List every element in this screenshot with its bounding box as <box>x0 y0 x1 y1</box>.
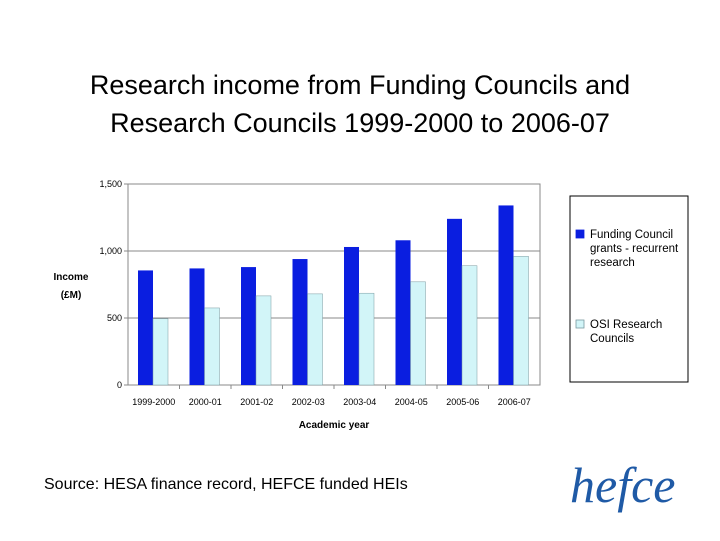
y-tick-label: 0 <box>116 380 122 390</box>
legend-label: grants - recurrent <box>590 243 679 255</box>
x-tick-label: 2004-05 <box>394 397 428 407</box>
hefce-logo <box>568 440 688 536</box>
bar-funding-council <box>138 270 153 385</box>
y-tick-label: 1,000 <box>99 246 122 256</box>
bar-funding-council <box>293 259 308 385</box>
bar-osi-research-councils <box>256 296 271 385</box>
bar-funding-council <box>447 219 462 385</box>
x-tick-label: 2005-06 <box>446 397 480 407</box>
legend-label: Councils <box>590 333 635 345</box>
bar-osi-research-councils <box>411 282 426 385</box>
legend-box <box>570 196 688 382</box>
bar-osi-research-councils <box>153 319 168 385</box>
x-tick-label: 2001-02 <box>240 397 274 407</box>
bar-osi-research-councils <box>359 293 374 385</box>
bar-funding-council <box>396 240 411 385</box>
x-tick-label: 2006-07 <box>497 397 531 407</box>
bar-osi-research-councils <box>514 256 529 385</box>
legend-swatch-funding <box>576 230 584 238</box>
x-tick-label: 2000-01 <box>188 397 222 407</box>
source-note: Source: HESA finance record, HEFCE funded HEIs <box>44 476 408 493</box>
bar-funding-council <box>190 268 205 385</box>
bar-funding-council <box>499 205 514 385</box>
legend-label: research <box>590 257 635 269</box>
x-tick-label: 1999-2000 <box>132 397 176 407</box>
bar-osi-research-councils <box>205 308 220 385</box>
bar-funding-council <box>241 267 256 385</box>
slide-title-line-2: Research Councils 1999-2000 to 2006-07 <box>110 108 610 138</box>
bar-funding-council <box>344 247 359 385</box>
legend-label: Funding Council <box>590 229 674 241</box>
y-tick-label: 1,500 <box>99 179 122 189</box>
slide-title-line-1: Research income from Funding Councils and <box>89 70 631 100</box>
legend-label: OSI Research <box>590 319 663 331</box>
bar-osi-research-councils <box>462 266 477 385</box>
legend-swatch-osi <box>576 320 584 328</box>
x-axis-label: Academic year <box>298 420 370 431</box>
bar-osi-research-councils <box>308 294 323 385</box>
y-axis-label-line-1: Income <box>53 272 89 283</box>
svg-text:hefce: hefce <box>570 457 676 513</box>
y-axis-label-line-2: (£M) <box>60 290 82 301</box>
x-tick-label: 2003-04 <box>343 397 377 407</box>
y-tick-label: 500 <box>106 313 122 323</box>
x-tick-label: 2002-03 <box>291 397 325 407</box>
